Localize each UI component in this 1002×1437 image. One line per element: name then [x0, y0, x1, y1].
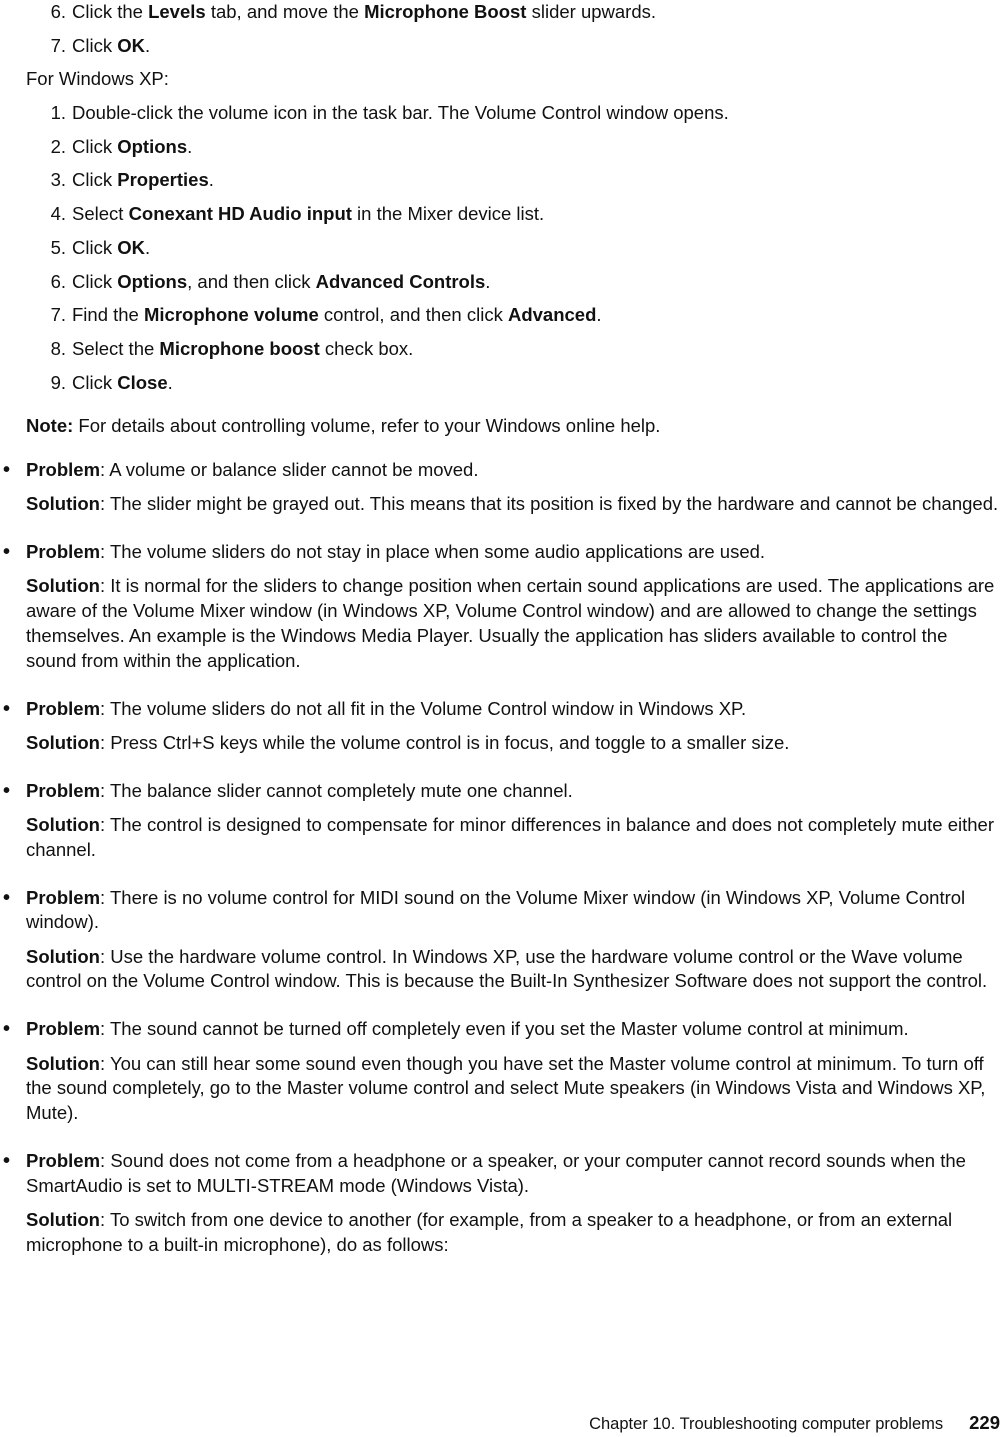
step-text-part: .: [144, 236, 151, 258]
problem-item: [0, 779, 1002, 863]
step-item: [26, 135, 986, 169]
step-text-part: Double-click the volume icon in the task bar. The Volume Control window opens.: [72, 102, 729, 124]
colon: :: [99, 731, 111, 753]
note: [26, 414, 660, 438]
step-text-part: .: [187, 135, 193, 157]
problem-text: The volume sliders do not stay in place when some audio applications are used.: [109, 541, 766, 563]
colon: :: [99, 493, 110, 515]
problem-label: Problem: [26, 697, 101, 719]
colon: :: [100, 886, 110, 908]
solution-label: Solution: [26, 731, 100, 753]
step-text-part: check box.: [319, 337, 414, 359]
step-item: [26, 202, 986, 236]
colon: :: [99, 813, 110, 835]
problem-text: The balance slider cannot completely mute one channel.: [109, 779, 573, 801]
step-text: [66, 168, 214, 192]
step-text: [66, 236, 150, 260]
step-text-part: control, and then click: [318, 304, 508, 326]
solution-statement: [26, 1208, 1002, 1258]
step-ui-term: Microphone Boost: [364, 1, 527, 22]
step-text: [66, 337, 413, 361]
problem-statement: [26, 1149, 1002, 1199]
problem-item: [0, 697, 1002, 756]
step-text-part: .: [485, 270, 491, 292]
problem-statement: [26, 697, 1002, 722]
step-text-part: .: [596, 304, 602, 326]
problem-statement: [26, 540, 1002, 565]
problems-list: [0, 458, 1002, 1281]
step-text: [66, 34, 150, 58]
colon: :: [99, 575, 111, 597]
step-item: [26, 270, 986, 304]
step-ui-term: Advanced: [507, 304, 597, 326]
step-item: [26, 337, 986, 371]
step-text: [66, 371, 173, 395]
step-number: 7.: [50, 304, 66, 326]
step-text-part: Click: [72, 371, 118, 393]
step-text-part: Click: [72, 270, 118, 292]
bullet: •: [3, 1149, 11, 1172]
step-text-part: slider upwards.: [526, 1, 657, 22]
problem-statement: [26, 779, 1002, 804]
solution-label: Solution: [26, 1052, 100, 1074]
page-footer: [589, 1411, 1002, 1435]
step-number: 2.: [50, 135, 66, 157]
step-ui-term: Microphone boost: [159, 337, 320, 359]
solution-text: You can still hear some sound even though you have set the Master volume control at minimum. To turn off the sound completely, go to the Master volume control and select Mute speakers (in Windows Vista and Windows XP, Mute).: [26, 1052, 986, 1124]
note-text: For details about controlling volume, refer to your Windows online help.: [73, 415, 661, 436]
solution-statement: [26, 731, 1002, 756]
bullet: •: [3, 697, 11, 720]
colon: :: [100, 1018, 110, 1040]
step-text-part: tab, and move the: [205, 1, 365, 22]
solution-text: It is normal for the sliders to change position when certain sound applications are used. The applications are aware of the Volume Mixer window (in Windows XP, Volume Control window) and are allowed to change the settings themselves. An example is the Windows Media Player. Usually the application has sliders available to control the sound from within the application.: [26, 575, 995, 671]
colon: :: [99, 1052, 110, 1074]
problem-item: [0, 1149, 1002, 1258]
step-ui-term: Options: [117, 135, 188, 157]
colon: :: [100, 1149, 111, 1171]
colon: :: [100, 459, 110, 480]
problem-item: [0, 886, 1002, 995]
step-ui-term: Properties: [117, 169, 209, 191]
problem-statement: [26, 458, 1002, 483]
step-number: 3.: [50, 169, 66, 191]
colon: :: [100, 541, 110, 563]
step-number: 8.: [50, 337, 66, 359]
problem-text: The volume sliders do not all fit in the Volume Control window in Windows XP.: [109, 697, 747, 719]
problem-text: A volume or balance slider cannot be moved.: [109, 459, 479, 480]
page-number: 229: [969, 1412, 1000, 1433]
step-text-part: Click the: [72, 1, 149, 22]
solution-statement: [26, 813, 1002, 863]
solution-text: The control is designed to compensate for minor differences in balance and does not completely mute either channel.: [26, 813, 994, 860]
step-text-part: Click: [72, 34, 118, 56]
solution-label: Solution: [26, 1209, 100, 1231]
problem-text: Sound does not come from a headphone or a speaker, or your computer cannot record sounds when the SmartAudio is set to MULTI-STREAM mode (Windows Vista).: [26, 1149, 966, 1196]
step-text-part: .: [208, 169, 214, 191]
step-ui-term: Microphone volume: [144, 304, 319, 326]
colon: :: [100, 779, 110, 801]
bullet: •: [3, 541, 11, 564]
steps-block: [26, 0, 986, 404]
problem-label: Problem: [26, 541, 101, 563]
colon: :: [99, 945, 111, 967]
solution-text: The slider might be grayed out. This means that its position is fixed by the hardware and cannot be changed.: [109, 493, 999, 515]
solution-statement: [26, 574, 1002, 673]
solution-label: Solution: [26, 493, 100, 515]
step-text: [66, 202, 544, 226]
solution-text: To switch from one device to another (for example, from a speaker to a headphone, or from an external microphone to a built-in microphone), do as follows:: [26, 1209, 953, 1255]
vista-steps-list: [26, 0, 986, 67]
step-ui-term: Options: [117, 270, 188, 292]
bullet: •: [3, 886, 11, 909]
problem-statement: [26, 1017, 1002, 1042]
step-text: [66, 303, 602, 327]
step-text: [66, 101, 729, 125]
step-ui-term: Levels: [148, 1, 206, 22]
problem-label: Problem: [26, 779, 101, 801]
solution-label: Solution: [26, 945, 100, 967]
solution-label: Solution: [26, 575, 100, 597]
solution-label: Solution: [26, 813, 100, 835]
step-text-part: , and then click: [187, 270, 316, 292]
solution-statement: [26, 1052, 1002, 1126]
solution-statement: [26, 945, 1002, 995]
step-text-part: in the Mixer device list.: [351, 203, 545, 225]
problem-statement: [26, 886, 1002, 936]
step-item: [26, 34, 986, 68]
step-text-part: Select: [72, 203, 129, 225]
colon: :: [99, 1209, 110, 1231]
step-text: [66, 0, 656, 24]
note-label: Note:: [26, 415, 74, 436]
step-item: [26, 371, 986, 405]
step-number: 6.: [50, 1, 66, 22]
bullet: •: [3, 1018, 11, 1041]
step-number: 4.: [50, 203, 66, 225]
step-text-part: Click: [72, 135, 118, 157]
step-number: 9.: [50, 371, 66, 393]
problem-item: [0, 1017, 1002, 1126]
step-text-part: Find the: [72, 304, 144, 326]
problem-text: There is no volume control for MIDI sound on the Volume Mixer window (in Windows XP, Volume Control window).: [26, 886, 966, 933]
step-item: [26, 236, 986, 270]
step-number: 1.: [50, 102, 66, 124]
xp-heading: For Windows XP:: [26, 68, 169, 90]
step-ui-term: Close: [117, 371, 168, 393]
problem-text: The sound cannot be turned off completely even if you set the Master volume control at minimum.: [109, 1018, 909, 1040]
step-number: 7.: [50, 34, 66, 56]
problem-label: Problem: [26, 459, 101, 480]
step-text-part: .: [144, 34, 151, 56]
step-number: 6.: [50, 270, 66, 292]
step-item: [26, 0, 986, 34]
colon: :: [100, 697, 110, 719]
solution-text: Use the hardware volume control. In Windows XP, use the hardware volume control or the Wave volume control on the Volume Control window. This is because the Built-In Synthesizer Software does not support the control.: [26, 945, 988, 992]
problem-item: [0, 458, 1002, 517]
problem-label: Problem: [26, 1149, 101, 1171]
bullet: •: [3, 459, 11, 481]
step-text: [66, 270, 490, 294]
bullet: •: [3, 779, 11, 802]
xp-steps-list: [26, 101, 986, 404]
step-ui-term: OK: [117, 236, 145, 258]
step-item: [26, 101, 986, 135]
step-text-part: Click: [72, 236, 118, 258]
step-ui-term: Conexant HD Audio input: [128, 203, 352, 225]
problem-item: [0, 540, 1002, 673]
problem-label: Problem: [26, 1018, 101, 1040]
solution-statement: [26, 492, 1002, 517]
step-ui-term: Advanced Controls: [315, 270, 486, 292]
step-number: 5.: [50, 236, 66, 258]
step-text-part: .: [167, 371, 173, 393]
step-item: [26, 168, 986, 202]
solution-text: Press Ctrl+S keys while the volume control is in focus, and toggle to a smaller size.: [110, 731, 790, 753]
problem-label: Problem: [26, 886, 101, 908]
step-item: [26, 303, 986, 337]
step-ui-term: OK: [117, 34, 145, 56]
step-text: [66, 135, 192, 159]
footer-chapter: Chapter 10. Troubleshooting computer problems: [589, 1415, 944, 1433]
step-text-part: Click: [72, 169, 118, 191]
step-text-part: Select the: [72, 337, 160, 359]
